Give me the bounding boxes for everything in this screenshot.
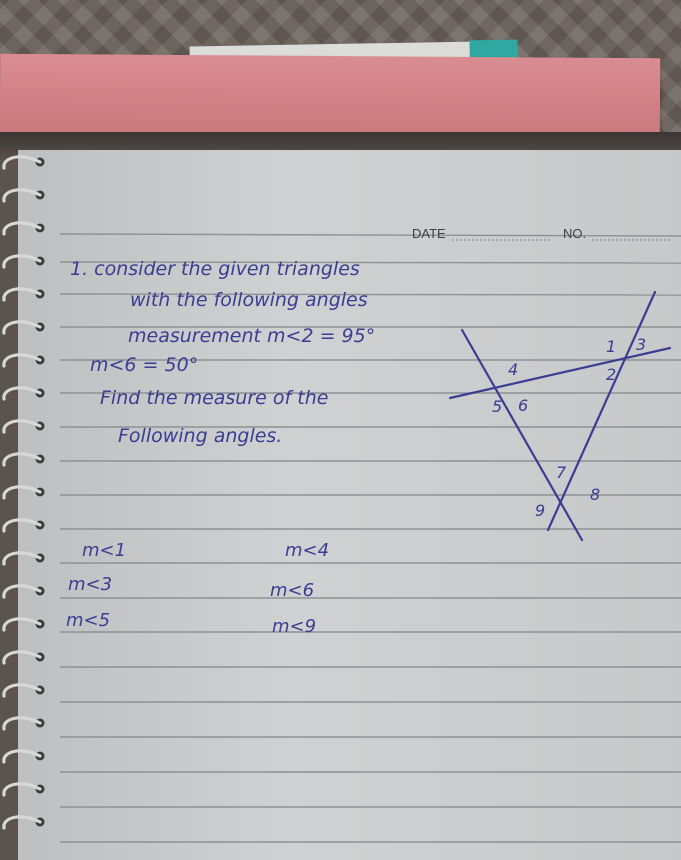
question-left-3: m<5 — [66, 610, 111, 631]
angle-label-9: 9 — [535, 501, 546, 520]
angle-label-7: 7 — [556, 463, 567, 482]
angle-label-2: 2 — [606, 365, 617, 384]
problem-line-4: m<6 = 50° — [90, 354, 199, 376]
problem-line-6: Following angles. — [118, 425, 283, 447]
angle-label-3: 3 — [636, 335, 647, 354]
angle-label-4: 4 — [508, 360, 519, 379]
problem-line-1: 1. consider the given triangles — [70, 258, 360, 280]
triangle-diagram — [450, 292, 670, 540]
problem-line-5: Find the measure of the — [100, 387, 329, 409]
angle-label-8: 8 — [590, 485, 601, 504]
question-right-3: m<9 — [272, 616, 317, 637]
angle-label-1: 1 — [606, 337, 617, 356]
diagram-left-line — [462, 330, 582, 540]
angle-label-5: 5 — [492, 397, 503, 416]
question-right-1: m<4 — [285, 540, 330, 561]
question-right-2: m<6 — [270, 580, 315, 601]
date-label: DATE — [412, 226, 446, 241]
diagram-transversal — [450, 348, 670, 398]
number-label: NO. — [563, 226, 587, 241]
question-left-2: m<3 — [68, 574, 113, 595]
angle-label-6: 6 — [518, 396, 529, 415]
problem-line-3: measurement m<2 = 95° — [128, 325, 376, 347]
question-left-1: m<1 — [82, 540, 127, 561]
problem-line-2: with the following angles — [130, 289, 368, 311]
